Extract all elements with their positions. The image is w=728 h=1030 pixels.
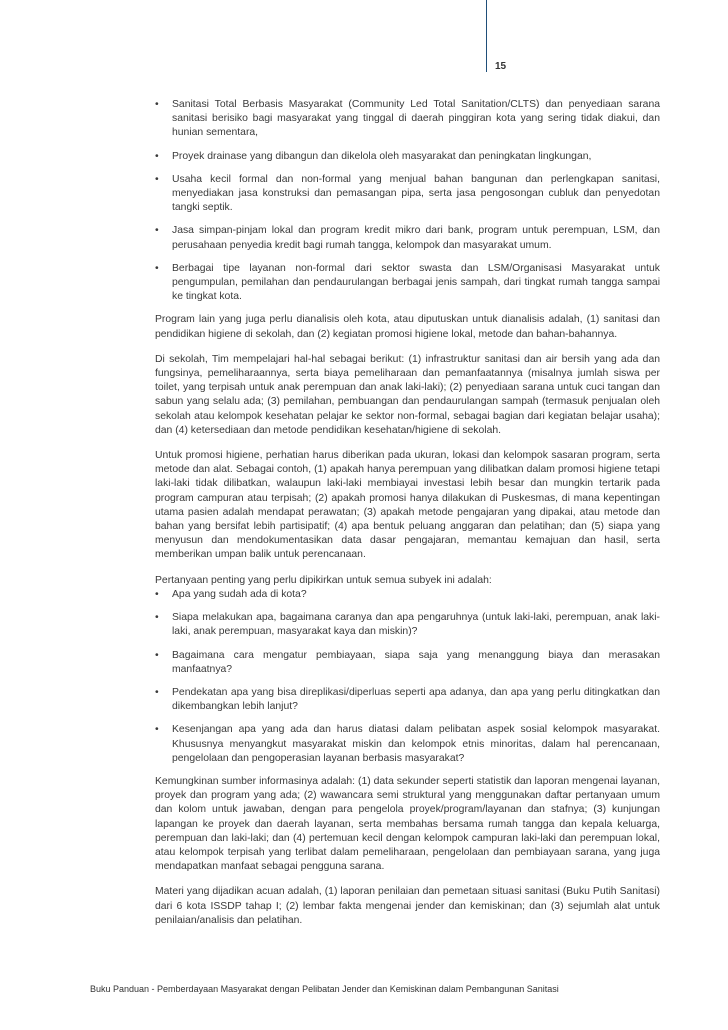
- bullet-icon: •: [155, 724, 159, 736]
- paragraph-hygiene-promotion: Untuk promosi higiene, perhatian harus diberikan pada ukuran, lokasi dan kelompok sasaran program, serta metode dan alat. Sebagai contoh, (1) apakah hanya perempuan yang dilibatkan dalam promosi higiene tetapi laki-laki tidak dilibatkan, walaupun laki-laki membiayai investasi lebih besar dan mungkin tertarik pada program campuran atau terpisah; (2) apakah promosi hanya dilakukan di Puskesmas, di mana kepentingan utama pasien adalah mendapat perawatan; (3) apakah metode pengajaran yang dipakai, atau metode dan bahan yang bersifat lebih partisipatif; (4) apa bentuk peluang anggaran dan pelatihan; dan (5) siapa yang menyusun dan mendokumentasikan data dasar pengajaran, memantau kemajuan dan hasil, serta memberikan umpan balik untuk perencanaan.: [155, 450, 660, 561]
- bullet-icon: •: [155, 262, 159, 274]
- list-item-text: Apa yang sudah ada di kota?: [172, 588, 307, 600]
- header-divider-line: [486, 0, 487, 72]
- list-item: [155, 649, 660, 677]
- bullet-icon: •: [155, 99, 159, 110]
- list-item: [155, 173, 660, 216]
- list-item: [155, 588, 660, 602]
- bullet-icon: •: [155, 649, 159, 661]
- list-item-text: Jasa simpan-pinjam lokal dan program kredit mikro dari bank, program untuk perempuan, LSM, dan perusahaan penyedia kredit bagi rumah tangga, kelompok dan masyarakat umum.: [172, 225, 660, 251]
- list-item: [155, 686, 660, 714]
- list-item: [155, 262, 660, 305]
- list-item: [155, 224, 660, 252]
- paragraph-reference-materials: Materi yang dijadikan acuan adalah, (1) laporan penilaian dan pemetaan situasi sanitasi (Buku Putih Sanitasi) dari 6 kota ISSDP tahap I; (2) lembar fakta mengenai jender dan kemiskinan; dan (3) sejumlah alat untuk penilaian/analisis dan pelatihan.: [155, 886, 660, 926]
- bullet-icon: •: [155, 612, 159, 624]
- list-item-text: Usaha kecil formal dan non-formal yang menjual bahan bangunan dan perlengkapan sanitasi, menyediakan jasa konstruksi dan pemasangan pipa, serta jasa pengosongan cubluk dan penyedotan tangki septik.: [172, 173, 660, 214]
- list-item-text: Berbagai tipe layanan non-formal dari sektor swasta dan LSM/Organisasi Masyarakat untuk pengumpulan, pemilahan dan pendaurulangan berbagai jenis sampah, dari tingkat rumah tangga sampai ke tingkat kota.: [172, 262, 660, 303]
- paragraph-other-programs: Program lain yang juga perlu dianalisis oleh kota, atau diputuskan untuk dianalisis adalah, (1) sanitasi dan pendidikan higiene di sekolah, dan (2) kegiatan promosi higiene lokal, metode dan bahan-bahannya.: [155, 314, 660, 340]
- bullet-icon: •: [155, 173, 159, 185]
- list-item-text: Bagaimana cara mengatur pembiayaan, siapa saja yang menanggung biaya dan merasakan manfaatnya?: [172, 649, 660, 675]
- bullet-icon: •: [155, 588, 159, 600]
- list-item: [155, 611, 660, 639]
- page-body: [155, 98, 660, 928]
- list-item-text: Siapa melakukan apa, bagaimana caranya dan apa pengaruhnya (untuk laki-laki, perempuan, anak laki-laki, anak perempuan, masyarakat kaya dan miskin)?: [172, 612, 660, 638]
- paragraph-schools: Di sekolah, Tim mempelajari hal-hal sebagai berikut: (1) infrastruktur sanitasi dan air bersih yang ada dan fungsinya, pemeliharaannya, serta biaya pemeliharaan dan pemanfaatannya (misalnya jumlah siswa per toilet, yang terpisah untuk anak perempuan dan anak laki-laki); (2) penyediaan sarana untuk cuci tangan dan sabun yang selalu ada; (3) pemilahan, pembuangan dan pendaurulangan sampah (termasuk penjualan oleh sekolah atau kelompok kesehatan pelajar ke sektor non-formal, sebagai bagian dari kegiatan belajar usaha); dan (4) ketersediaan dan metode pendidikan kesehatan/higiene di sekolah.: [155, 353, 660, 436]
- bullet-icon: •: [155, 686, 159, 698]
- list-item-text: Pendekatan apa yang bisa direplikasi/diperluas seperti apa adanya, dan apa yang perlu ditingkatkan dan dikembangkan lebih lanjut?: [172, 686, 660, 713]
- page-number: 15: [495, 61, 507, 72]
- list-item-text: Sanitasi Total Berbasis Masyarakat (Community Led Total Sanitation/CLTS) dan penyediaan sarana sanitasi berisiko bagi masyarakat yang tinggal di daerah pinggiran kota yang sering tidak diakui, dan hunian sementara,: [172, 99, 660, 139]
- list-item-text: Proyek drainase yang dibangun dan dikelola oleh masyarakat dan peningkatan lingkungan,: [172, 150, 592, 162]
- page-footer: Buku Panduan - Pemberdayaan Masyarakat dengan Pelibatan Jender dan Kemiskinan dalam Pembangunan Sanitasi: [90, 984, 559, 994]
- bullet-icon: •: [155, 225, 159, 237]
- list-item: [155, 98, 660, 141]
- bullet-icon: •: [155, 150, 159, 162]
- list-item-text: Kesenjangan apa yang ada dan harus diatasi dalam pelibatan aspek sosial kelompok masyarakat. Khususnya menyangkut masyarakat miskin dan kelompok etnis minoritas, dalam hal perencanaan, pengelolaan dan pengoperasian layanan berbasis masyarakat?: [172, 724, 660, 764]
- paragraph-questions-intro: Pertanyaan penting yang perlu dipikirkan untuk semua subyek ini adalah:: [155, 574, 492, 586]
- list-item: [155, 150, 660, 164]
- list-item: [155, 723, 660, 766]
- paragraph-information-sources: Kemungkinan sumber informasinya adalah: (1) data sekunder seperti statistik dan laporan mengenai layanan, proyek dan program yang ada; (2) wawancara semi struktural yang menggunakan daftar pertanyaan umum dan kolom untuk jawaban, dengan para pengelola proyek/program/layanan dan stafnya; (3) kunjungan lapangan ke proyek dan daerah layanan, serta membahas bersama rumah tangga dan kepala keluarga, perempuan dan laki-laki; dan (4) pertemuan kecil dengan kelompok campuran laki-laki dan perempuan lokal, atau kelompok terpisah yang terlibat dalam pemeliharaan, pengelolaan dan pembiayaan sarana, yang juga mendapatkan manfaat sebagai pengguna sarana.: [155, 775, 660, 873]
